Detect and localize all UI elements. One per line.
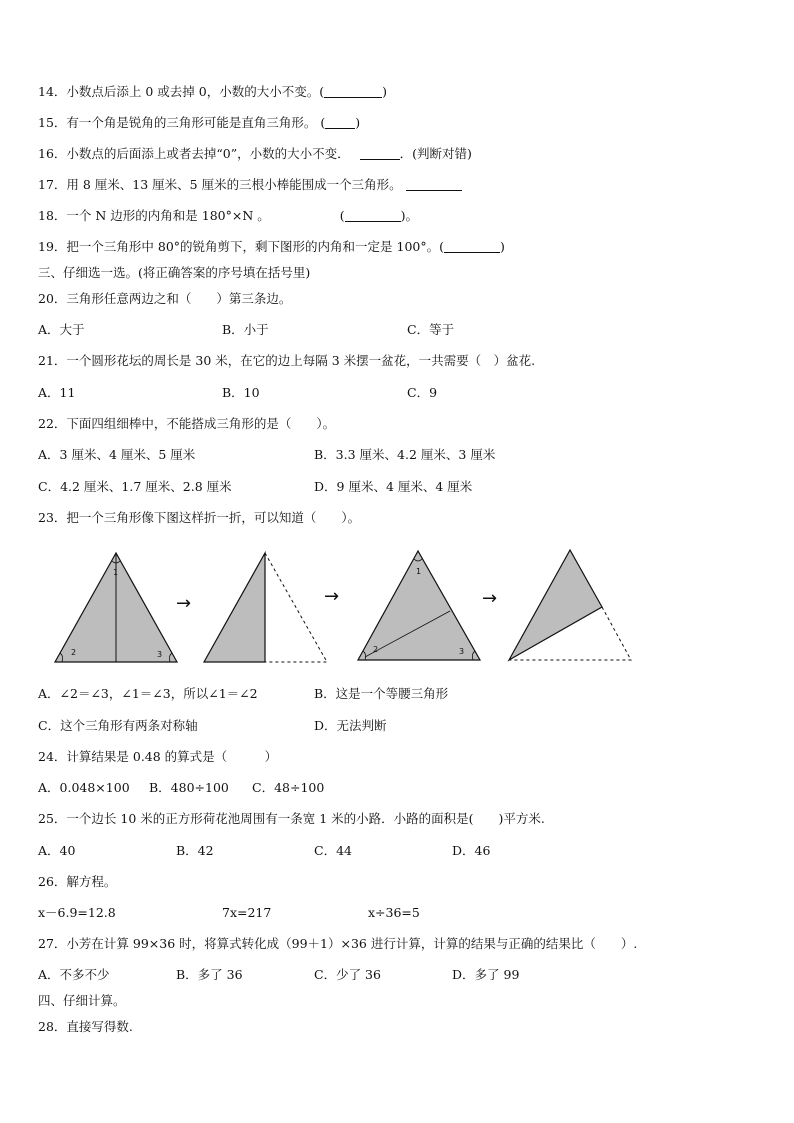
question-27: 27．小芳在计算 99×36 时，将算式转化成（99＋1）×36 进行计算，计算的结果与正确的结果比（ ）. [38, 936, 638, 951]
folding-triangle-figure [40, 545, 660, 675]
arrow-icon: → [482, 588, 498, 609]
question-23: 23．把一个三角形像下图这样折一折，可以知道（ ）。 [38, 510, 361, 525]
question-20: 20．三角形任意两边之和（ ）第三条边。 [38, 291, 292, 306]
option-c[interactable]: C．等于 [407, 322, 455, 337]
triangle-diagonal-fold [509, 550, 631, 660]
equation: x－6.9=12.8 [38, 905, 116, 920]
option-c[interactable]: C．48÷100 [252, 780, 325, 795]
option-c[interactable]: C．这个三角形有两条对称轴 [38, 718, 198, 733]
answer-blank[interactable] [406, 178, 462, 191]
question-18: 18．一个 N 边形的内角和是 180°×N 。 ( )。 [38, 208, 419, 223]
angle-label-3: 3 [459, 647, 465, 656]
option-b[interactable]: B．3.3 厘米、4.2 厘米、3 厘米 [314, 447, 496, 462]
question-25: 25．一个边长 10 米的正方形荷花池周围有一条宽 1 米的小路．小路的面积是( )平方米. [38, 811, 545, 826]
arrow-icon: → [176, 593, 192, 614]
option-b[interactable]: B．多了 36 [176, 967, 243, 982]
triangle-full-diagonal [358, 551, 480, 660]
option-d[interactable]: D．9 厘米、4 厘米、4 厘米 [314, 479, 473, 494]
option-a[interactable]: A．0.048×100 [38, 780, 130, 795]
answer-blank[interactable] [325, 116, 355, 129]
question-21: 21．一个圆形花坛的周长是 30 米，在它的边上每隔 3 米摆一盆花，一共需要（ ）盆花. [38, 353, 536, 368]
option-c[interactable]: C．9 [407, 385, 438, 400]
question-14: 14．小数点后添上 0 或去掉 0，小数的大小不变。( ) [38, 84, 387, 99]
angle-label-1: 1 [416, 567, 422, 576]
answer-blank[interactable] [360, 147, 400, 160]
angle-label-3: 3 [157, 650, 163, 659]
option-a[interactable]: A．不多不少 [38, 967, 110, 982]
option-b[interactable]: B．小于 [222, 322, 269, 337]
option-c[interactable]: C．44 [314, 843, 352, 858]
question-17: 17．用 8 厘米、13 厘米、5 厘米的三根小棒能围成一个三角形。 [38, 177, 462, 193]
option-d[interactable]: D．无法判断 [314, 718, 387, 733]
option-a[interactable]: A．大于 [38, 322, 85, 337]
arrow-icon: → [324, 586, 340, 607]
option-a[interactable]: A．40 [38, 843, 76, 858]
question-19: 19．把一个三角形中 80°的锐角剪下，剩下图形的内角和一定是 100°。( ) [38, 239, 505, 254]
question-16: 16．小数点的后面添上或者去掉“0”，小数的大小不变． ．(判断对错) [38, 146, 472, 161]
question-22: 22．下面四组细棒中，不能搭成三角形的是（ ）。 [38, 416, 336, 431]
equation: 7x=217 [222, 905, 272, 920]
option-c[interactable]: C．4.2 厘米、1.7 厘米、2.8 厘米 [38, 479, 232, 494]
option-b[interactable]: B．这是一个等腰三角形 [314, 686, 449, 701]
answer-blank[interactable] [444, 240, 500, 253]
angle-label-1: 1 [113, 568, 119, 577]
option-a[interactable]: A．∠2＝∠3，∠1＝∠3，所以∠1＝∠2 [38, 686, 258, 701]
option-c[interactable]: C．少了 36 [314, 967, 381, 982]
option-a[interactable]: A．11 [38, 385, 76, 400]
answer-blank[interactable] [345, 209, 401, 222]
triangle-half-fold [204, 553, 327, 662]
question-26: 26．解方程。 [38, 874, 117, 889]
answer-blank[interactable] [324, 85, 382, 98]
option-a[interactable]: A．3 厘米、4 厘米、5 厘米 [38, 447, 196, 462]
option-d[interactable]: D．多了 99 [452, 967, 520, 982]
angle-label-2: 2 [373, 645, 379, 654]
equation: x÷36=5 [368, 905, 420, 920]
section-heading-4: 四、仔细计算。 [38, 993, 126, 1008]
option-b[interactable]: B．480÷100 [149, 780, 229, 795]
section-heading-3: 三、仔细选一选。(将正确答案的序号填在括号里) [38, 265, 311, 280]
question-24: 24．计算结果是 0.48 的算式是（ ） [38, 749, 278, 764]
option-d[interactable]: D．46 [452, 843, 491, 858]
question-15: 15．有一个角是锐角的三角形可能是直角三角形。 ( ) [38, 115, 361, 130]
option-b[interactable]: B．42 [176, 843, 214, 858]
triangle-full [55, 553, 177, 662]
question-28: 28．直接写得数. [38, 1019, 133, 1034]
option-b[interactable]: B．10 [222, 385, 260, 400]
angle-label-2: 2 [71, 648, 77, 657]
